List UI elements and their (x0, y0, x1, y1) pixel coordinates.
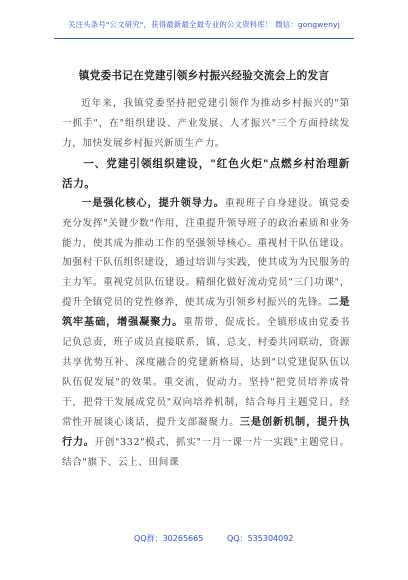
body-paragraph (62, 194, 350, 473)
section-heading: 一、党建引领组织建设，"红色火炬"点燃乡村治理新活力。 (62, 157, 350, 190)
header-divider (54, 38, 354, 39)
document-body (62, 94, 350, 472)
paragraph-text: 重帮带，促成长。全镇形成由党委书记负总责，班子成员直接联系，镇、总支、村委共同联动，资源共享优势互补、深度融合的党建新格局，达到"以党建促队伍以队伍促发展"的效果。重交流，促动力。坚持"把党员培养成骨干，把骨干发展成党员"双向培养机制，结合每月主题党日，经常性开展谈心谈话，提升支部凝聚力。 (62, 317, 350, 428)
page-header (0, 0, 408, 44)
document-title: 镇党委书记在党建引领乡村振兴经验交流会上的发言 (78, 70, 330, 82)
paragraph-lead: 二是筑牢基础，增强凝聚力。 (62, 296, 351, 329)
page-footer (0, 533, 408, 547)
paragraph-text: 重视班子自身建设。镇党委充分发挥"关键少数"作用，注重提升领导班子的政治素质和业务能力，使其成为推动工作的坚强领导核心。重视村干队伍建设。加强村干队伍组织建设，通过培训与实践，使其成为为民服务的主力军。重视党员队伍建设。精细化做好流动党员"三门功课"，提升全镇党员的党性修养，使其成为引领乡村振兴的先锋。 (62, 197, 350, 309)
intro-paragraph: 近年来，我镇党委坚持把党建引领作为推动乡村振兴的"第一抓手"，在"组织建设、产业发展、人才振兴"三个方面持续发力，加快发展乡村振兴新质生产力。 (62, 98, 350, 149)
paragraph-lead: 一是强化核心，提升领导力。 (81, 196, 225, 209)
paragraph-text: 开创"332"模式，抓实"一月一课一片一实践"主题党日。结合"旗下、云上、田间课 (62, 436, 350, 468)
header-notice: 关注头条号"公文研究"，获得最新最全最专业的公文资料库！ 微信：gongwenyj (68, 20, 340, 29)
qq-group-number: QQ群：30265665 (134, 534, 204, 543)
qq-number: QQ：535304092 (227, 534, 294, 543)
paragraph-lead: 三是创新机制，提升执行力。 (62, 415, 351, 448)
